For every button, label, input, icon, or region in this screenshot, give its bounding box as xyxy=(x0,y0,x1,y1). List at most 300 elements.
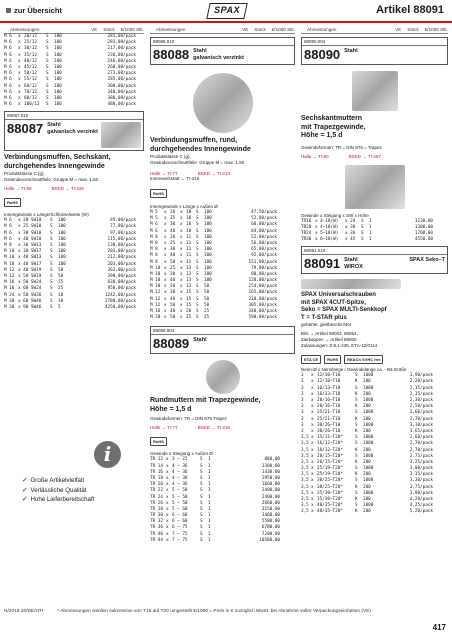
table-cell: x xyxy=(311,428,314,434)
check-icon: ✓ xyxy=(22,486,28,494)
table-cell: 200 xyxy=(363,497,371,502)
table-cell: 45/12 xyxy=(24,64,37,70)
table-cell: x xyxy=(18,64,21,70)
table-cell: 1660,00 xyxy=(261,482,280,488)
article-big-number: 88091 xyxy=(304,256,341,272)
table-cell: S xyxy=(200,531,203,537)
table-cell: x xyxy=(18,95,21,101)
table-cell: 100 xyxy=(58,261,66,267)
table-cell: 15 xyxy=(186,296,192,302)
table-cell: 1000 xyxy=(363,490,374,496)
table-cell: 40 xyxy=(170,228,176,234)
table-cell: M 12 xyxy=(4,267,15,273)
table-cell: x xyxy=(164,284,167,290)
table-cell: x xyxy=(180,290,183,296)
table-cell: 60/12 xyxy=(24,83,37,89)
table-cell: S xyxy=(200,488,203,494)
table-cell: x 4–18(W) xyxy=(315,224,339,230)
table-cell: 40/12 xyxy=(24,58,37,64)
table-cell: S xyxy=(50,304,53,310)
finish-label: galvanisch verzinkt xyxy=(193,54,244,61)
table-cell: 480,00/pack xyxy=(107,102,136,108)
table-cell: 1 xyxy=(208,494,211,500)
table-cell: 4 – 38 xyxy=(172,475,188,481)
table-cell: 30/26–T10 xyxy=(317,422,341,428)
table-cell: 20/15–T20* xyxy=(317,453,343,459)
table-cell: 100 xyxy=(54,46,62,52)
table-cell: K xyxy=(355,459,358,465)
product-title: SPAX Universalschrauben mit SPAX 4CUT-Spitze, Seko = SPAX MULTI-Senkkopf T = T-STAR plus xyxy=(301,292,387,321)
table-cell: 15 xyxy=(186,302,192,308)
table-cell: 1000 xyxy=(363,453,374,459)
table-cell: S xyxy=(46,71,49,77)
table-cell: S xyxy=(50,230,53,236)
table-cell: M 12 xyxy=(150,302,161,308)
table-cell: 1 xyxy=(208,525,211,531)
table-cell: K xyxy=(355,509,358,515)
table-cell: S xyxy=(361,224,364,230)
table-cell: S xyxy=(200,482,203,488)
table-cell: M 8 xyxy=(150,259,158,265)
table-cell: 10 xyxy=(58,292,64,298)
table-cell: 100 xyxy=(54,52,62,58)
table-cell: 1242,00/pack xyxy=(104,292,136,298)
table-cell: 30 xyxy=(170,290,176,296)
ref-link-a[interactable]: Halle → TI-60 xyxy=(301,153,329,159)
table-cell: x xyxy=(164,315,167,321)
table-cell: 25 xyxy=(170,265,176,271)
table-cell: M 24 xyxy=(4,292,15,298)
table-cell: M 8 xyxy=(150,234,158,240)
table-cell: 1 xyxy=(208,475,211,481)
table-cell: 56,00/pack xyxy=(251,240,277,246)
table-cell: 5 xyxy=(58,304,61,310)
table-cell: 20/12 xyxy=(24,34,37,39)
table-cell: M 6 xyxy=(4,95,12,101)
table-cell: 630,00/pack xyxy=(107,280,136,286)
table-cell: 84,00/pack xyxy=(251,228,277,234)
table-cell: x xyxy=(164,296,167,302)
table-cell: 3 – 22 xyxy=(172,457,188,463)
table-cell: 1 xyxy=(208,531,211,537)
article-number: 88087.010 xyxy=(5,112,143,120)
table-cell: 100 xyxy=(204,259,212,265)
table-cell: S xyxy=(196,290,199,296)
ref-link-c[interactable]: Innenwerkstatt → TI-316 xyxy=(150,176,200,181)
table-cell: 100 xyxy=(54,58,62,64)
ref-link-b[interactable]: BSKD → TI-213 xyxy=(197,171,230,176)
table-cell: S xyxy=(50,236,53,242)
table-cell: 1 xyxy=(369,218,372,224)
table-cell: 1000 xyxy=(363,503,374,509)
table-cell: 3,30/pack xyxy=(409,478,433,484)
table-cell: 1230,00 xyxy=(414,218,433,224)
table-cell: x 50 SW24 xyxy=(18,280,42,286)
table-cell: S xyxy=(355,503,358,509)
product-table-88087 xyxy=(4,34,144,108)
table-cell: S xyxy=(50,286,53,292)
table-cell: x 20 SW10 xyxy=(18,218,42,224)
table-cell: 200 xyxy=(363,428,371,434)
table-cell: x xyxy=(311,472,314,478)
table-cell: 200 xyxy=(363,509,371,515)
table-cell: 30 xyxy=(170,271,176,277)
table-cell: M 6 xyxy=(4,230,12,236)
table-cell: x xyxy=(311,435,314,441)
table-cell: 3 xyxy=(301,373,304,379)
ref-link-a[interactable]: Halle → TI-66 xyxy=(4,186,32,192)
thread-note: Gewindevorschnuttfeile: Gruppe M = max. 1,50 xyxy=(150,160,245,165)
table-cell: x xyxy=(166,482,169,488)
table-cell: S xyxy=(196,234,199,240)
rohs-badge: RoHS xyxy=(150,437,167,446)
table-cell: K xyxy=(355,404,358,410)
table-cell: 283,00/pack xyxy=(107,40,136,46)
back-to-overview-link[interactable] xyxy=(6,6,62,15)
table-cell: 88,00/pack xyxy=(251,271,277,277)
table-cell: S xyxy=(50,255,53,261)
article-box-88089 xyxy=(150,326,295,354)
table-cell: M 16 xyxy=(4,280,15,286)
table-cell: 100 xyxy=(54,40,62,46)
table-cell: 1 xyxy=(369,224,372,230)
product-image xyxy=(206,360,240,394)
table-cell: x xyxy=(18,34,21,39)
table-cell: 138,00/pack xyxy=(107,243,136,248)
table-cell: S xyxy=(200,506,203,512)
product-table-88090 xyxy=(301,219,448,244)
table-cell: 40 xyxy=(170,296,176,302)
table-cell: 25 xyxy=(170,216,176,222)
table-cell: 2780,00/pack xyxy=(104,298,136,304)
table-cell: x 50 SW19 xyxy=(18,273,42,279)
table-cell: M 6 xyxy=(150,228,158,234)
table-cell: 3 xyxy=(301,410,304,416)
table-cell: x xyxy=(164,278,167,284)
table-cell: x xyxy=(180,240,183,246)
table-cell: 100 xyxy=(54,64,62,70)
ref-link-a[interactable]: Halle → TI-77 xyxy=(150,171,178,176)
article-box-88091 xyxy=(301,246,448,274)
table-cell: M 10 xyxy=(150,271,161,277)
table-cell: x xyxy=(311,484,314,490)
table-cell: 3 xyxy=(301,391,304,397)
table-cell: 16/13–T10 xyxy=(317,391,341,397)
table-cell: x xyxy=(311,459,314,465)
table-cell: 25/12 xyxy=(24,40,37,46)
table-subheader: Nenn-Ø x Nennlänge / Gewindelänge ca. - Bit-Größe xyxy=(301,367,407,373)
rohs-badge: RoHS xyxy=(4,198,21,207)
table-cell: x 24 xyxy=(345,218,356,224)
table-cell: 3,65/pack xyxy=(409,428,433,434)
table-cell: 1 xyxy=(369,230,372,236)
table-cell: 1000 xyxy=(363,373,374,379)
table-cell: 50 xyxy=(170,302,176,308)
table-cell: 11 xyxy=(186,253,192,259)
table-cell: S xyxy=(46,77,49,83)
info-icon: i xyxy=(94,441,121,468)
table-cell: x xyxy=(311,379,314,385)
table-cell: 5 – 50 xyxy=(172,488,188,494)
table-cell: 100 xyxy=(204,271,212,277)
table-cell: M 6 xyxy=(4,40,12,46)
table-row xyxy=(150,538,295,544)
table-cell: S xyxy=(50,292,53,298)
table-cell: TR 32 xyxy=(150,519,163,525)
table-cell: 200 xyxy=(363,459,371,465)
table-cell: M 10 xyxy=(150,278,161,284)
table-cell: S xyxy=(46,52,49,58)
table-cell: 3,25/pack xyxy=(409,459,433,465)
hardened-note: gehärtet, gleitbeschichtet xyxy=(301,322,352,328)
table-cell: TR 44 xyxy=(150,537,163,543)
table-cell: M 8 xyxy=(150,240,158,246)
table-cell: 35/12 xyxy=(24,52,37,58)
table-cell: 300,00/pack xyxy=(107,83,136,89)
ref-link-b[interactable]: BSKD → TI-267 xyxy=(348,153,381,159)
table-cell: TR24 xyxy=(301,230,312,236)
table-cell: x xyxy=(180,234,183,240)
table-subheader: Gewinde x Steigung x Außen Ø xyxy=(150,451,213,457)
table-cell: M 12 xyxy=(150,290,161,296)
table-cell: 151,00/pack xyxy=(248,259,277,265)
table-cell: 97,00/pack xyxy=(110,230,136,236)
table-cell: S xyxy=(50,267,53,273)
table-cell: S xyxy=(200,500,203,506)
page-number: 417 xyxy=(432,623,446,632)
table-cell: K xyxy=(355,472,358,478)
table-cell: M 16 xyxy=(150,309,161,314)
table-cell: 5 – 50 xyxy=(172,500,188,506)
table-cell: x xyxy=(311,385,314,391)
table-cell: 20 xyxy=(186,309,192,314)
table-cell: M 10 xyxy=(150,284,161,290)
table-cell: 3,5 xyxy=(301,472,309,478)
bits-note: Bits → Artikel 88063, 88054, xyxy=(301,331,358,337)
table-cell: 52,00/pack xyxy=(251,234,277,240)
table-cell: x xyxy=(166,531,169,537)
table-cell: S xyxy=(196,271,199,277)
table-cell: 50/12 xyxy=(24,71,37,77)
ref-link-b[interactable]: BSKD → TI-226 xyxy=(51,186,84,192)
table-header: Abmessungen VE Stück €/1000 Stk. xyxy=(150,26,295,34)
table-cell: 50 xyxy=(170,315,176,321)
table-cell: 1000 xyxy=(363,478,374,484)
table-cell: 100/12 xyxy=(24,102,40,108)
product-image xyxy=(345,165,405,209)
table-subheader: Innengewinde x Länge/Schlüsselweite (W) xyxy=(4,212,89,218)
table-cell: 50 xyxy=(204,296,210,302)
cross-reference xyxy=(150,425,295,430)
table-cell: M 20 xyxy=(150,315,161,321)
table-cell: x xyxy=(18,46,21,52)
table-subheader: Gewinde x Steigung x SW x Höhe xyxy=(301,212,369,218)
table-cell: M 6 xyxy=(4,64,12,70)
table-cell: TR 18 xyxy=(150,475,163,481)
table-cell: S xyxy=(196,216,199,222)
table-cell: M 6 xyxy=(4,77,12,83)
catalog-code: N/2019.10/DE/HTI xyxy=(4,609,44,614)
table-cell: x xyxy=(166,457,169,463)
table-cell: 4,20/pack xyxy=(409,497,433,502)
table-cell: 100 xyxy=(54,83,62,89)
table-cell: x xyxy=(311,391,314,397)
table-cell: 200 xyxy=(363,472,371,478)
table-cell: 6 – 60 xyxy=(172,519,188,525)
table-cell: 281,00/pack xyxy=(107,34,136,39)
table-cell: M 10 xyxy=(150,265,161,271)
material-label: Stahl xyxy=(344,48,358,54)
footer xyxy=(4,609,448,614)
table-cell: 2400,00 xyxy=(261,494,280,500)
table-cell: S xyxy=(46,64,49,70)
table-cell: x xyxy=(18,71,21,77)
table-cell: x xyxy=(311,509,314,515)
table-cell: 2950,00 xyxy=(261,475,280,481)
table-cell: M 12 xyxy=(4,273,15,279)
table-cell: 40 xyxy=(170,278,176,284)
table-cell: x 60 SW46 xyxy=(18,298,42,304)
table-cell: x xyxy=(311,416,314,422)
ref-link-e[interactable]: BSKD → TI-218 xyxy=(197,425,230,431)
article-big-number: 88087 xyxy=(7,121,44,137)
table-cell: S xyxy=(46,102,49,108)
table-cell: S xyxy=(200,475,203,481)
table-cell: TR 40 xyxy=(150,531,163,537)
table-cell: M 12 xyxy=(150,296,161,302)
table-cell: 1000 xyxy=(363,422,374,428)
table-cell: K xyxy=(355,379,358,385)
table-cell: M 10 xyxy=(4,255,15,261)
table-cell: 217,00/pack xyxy=(107,46,136,52)
table-cell: 10 xyxy=(186,210,192,215)
table-cell: 11 xyxy=(186,259,192,265)
table-cell: x xyxy=(180,247,183,253)
product-title: Sechskantmuttern mit Trapezgewinde, Höhe = 1,5 d xyxy=(301,115,366,139)
table-cell: 236,00/pack xyxy=(107,52,136,58)
table-cell: 12/10–T10 xyxy=(317,373,341,379)
table-cell: 3,5 xyxy=(301,503,309,509)
table-cell: 1 xyxy=(208,506,211,512)
header-divider xyxy=(0,21,452,23)
table-cell: 4 – 36 xyxy=(172,482,188,488)
table-cell: 100 xyxy=(54,102,62,108)
rohs-badge: RoHS xyxy=(150,189,167,198)
table-cell: K xyxy=(355,484,358,490)
table-cell: 2,35/pack xyxy=(409,391,433,397)
table-cell: 100 xyxy=(204,210,212,215)
table-cell: 30 xyxy=(170,247,176,253)
table-cell: S xyxy=(196,259,199,265)
table-cell: x xyxy=(311,373,314,379)
table-cell: TR20 xyxy=(301,224,312,230)
column-left xyxy=(4,26,144,311)
table-cell: S xyxy=(50,249,53,255)
table-cell: 3,35/pack xyxy=(409,472,433,478)
article-number: 88090.004 xyxy=(302,38,447,46)
rohs-badge: RoHS xyxy=(324,355,341,364)
table-cell: M 6 xyxy=(4,102,12,108)
product-class-note: Produktklasse C (g), xyxy=(4,171,45,177)
table-cell: S xyxy=(355,373,358,379)
product-table-88089 xyxy=(150,457,295,544)
table-cell: x 90 SW46 xyxy=(18,304,42,310)
table-cell: 3,5 xyxy=(301,435,309,441)
product-table-88091 xyxy=(301,373,448,515)
table-cell: 4 – 36 xyxy=(172,463,188,469)
table-cell: S xyxy=(46,58,49,64)
footer-note: * Abmessungen werden sukzessive von T15 auf T20 umgestellt €/1000 = Preis in € zuzüglich MwSt. bei Abnahme voller Verpackungseinheiten (VE) xyxy=(57,609,372,614)
table-cell: 47,50/pack xyxy=(251,210,277,215)
material-label: Stahl xyxy=(193,337,207,344)
cross-reference xyxy=(4,186,144,191)
table-cell: 100 xyxy=(58,236,66,242)
table-cell: 50 xyxy=(204,290,210,296)
feature-item: ✓ Hohe Lieferbereitschaft xyxy=(22,496,95,503)
head-type-label: SPAX Seko–T xyxy=(409,257,445,264)
table-cell: 52,00/pack xyxy=(251,216,277,222)
table-cell: x xyxy=(164,247,167,253)
table-cell: x xyxy=(18,102,21,108)
table-cell: S xyxy=(200,469,203,475)
table-cell: M 8 xyxy=(150,253,158,259)
table-cell: x 36 xyxy=(345,230,356,236)
column-right xyxy=(301,26,448,516)
check-icon: ✓ xyxy=(22,477,28,484)
table-cell: 25/21–T10 xyxy=(317,410,341,416)
table-cell: K xyxy=(355,497,358,502)
table-cell: 1000 xyxy=(363,385,374,391)
table-cell: 1 xyxy=(208,469,211,475)
table-cell: 100 xyxy=(58,230,66,236)
table-cell: TR 26 xyxy=(150,500,163,506)
table-cell: 3 xyxy=(301,379,304,385)
table-row xyxy=(4,305,144,311)
table-cell: 3 xyxy=(301,398,304,403)
finish-label: galvanisch verzinkt xyxy=(47,128,98,135)
table-cell: M 6 xyxy=(4,58,12,64)
table-cell: 2,60/pack xyxy=(409,410,433,416)
table-cell: 12/10–T10 xyxy=(317,379,341,385)
table-cell: x 30 SW17 xyxy=(18,249,42,255)
table-cell: 3,5 xyxy=(301,509,309,515)
ref-link-d[interactable]: Halle → TI-77 xyxy=(150,425,178,431)
table-cell: 10 xyxy=(186,216,192,222)
table-cell: x xyxy=(166,469,169,475)
table-cell: 1 xyxy=(208,488,211,494)
table-cell: S xyxy=(196,309,199,314)
table-cell: M 8 xyxy=(4,243,12,248)
table-cell: S xyxy=(355,422,358,428)
table-cell: S xyxy=(355,441,358,447)
table-cell: x xyxy=(311,466,314,472)
table-cell: 3,5 xyxy=(301,466,309,472)
table-cell: x xyxy=(180,309,183,314)
table-cell: 200 xyxy=(363,416,371,422)
table-cell: x 5–18(W) xyxy=(315,230,339,236)
table-cell: 11 xyxy=(186,234,192,240)
table-cell: x xyxy=(311,404,314,410)
table-cell: S xyxy=(50,243,53,248)
table-cell: x 40 SW19 xyxy=(18,267,42,273)
table-cell: x xyxy=(164,290,167,296)
table-cell: 77,00/pack xyxy=(110,224,136,230)
table-cell: 246,00/pack xyxy=(107,58,136,64)
table-cell: TR 36 xyxy=(150,525,163,531)
table-cell: 40/35–T20* xyxy=(317,509,343,515)
table-cell: 3,5 xyxy=(301,478,309,484)
table-cell: x xyxy=(311,490,314,496)
